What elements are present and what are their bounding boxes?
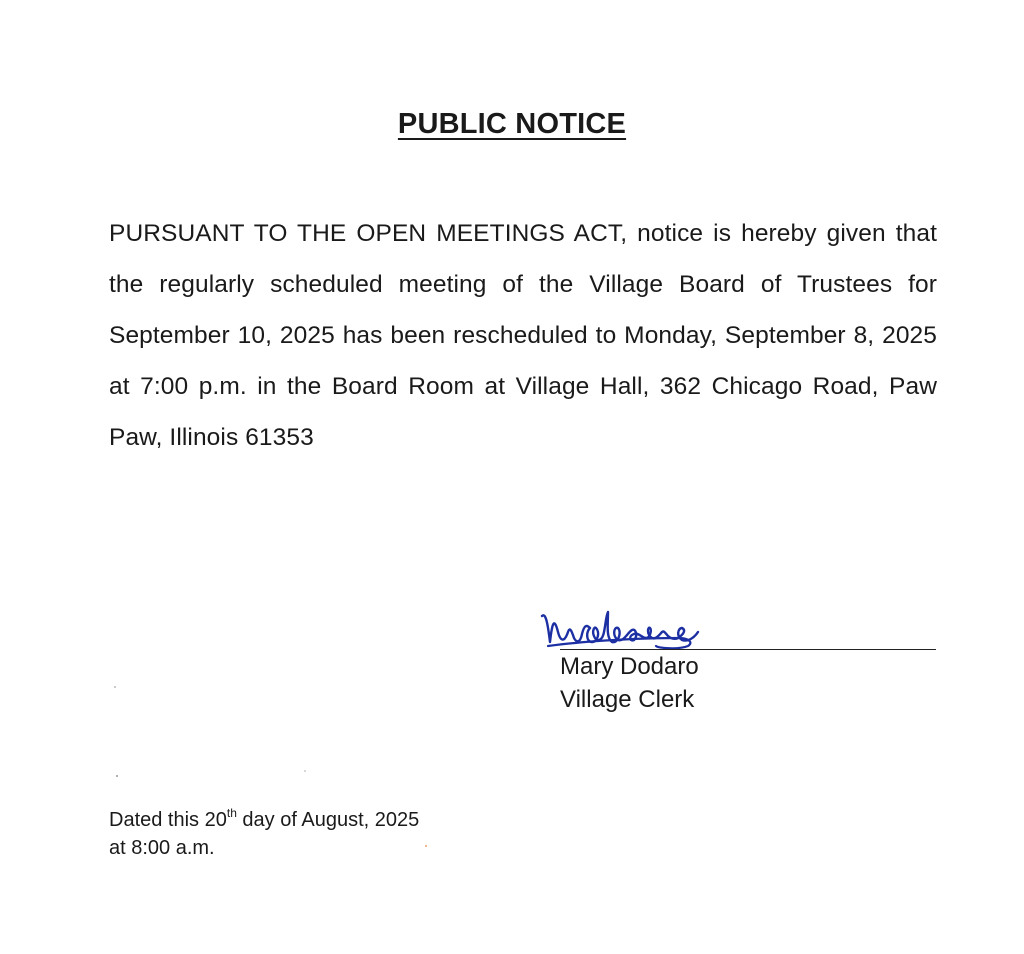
dated-date: day of August, 2025: [236, 809, 420, 831]
dated-line: [109, 806, 419, 862]
dated-prefix: Dated this 20: [109, 809, 227, 831]
dated-ordinal-suffix: th: [226, 806, 237, 820]
scan-speck: [304, 770, 306, 772]
signer-name: Mary Dodaro: [560, 653, 699, 680]
scan-speck: [425, 845, 427, 847]
dated-time: at 8:00 a.m.: [109, 837, 215, 859]
notice-lead: PURSUANT TO THE OPEN MEETINGS ACT,: [109, 220, 628, 247]
scan-speck: [116, 775, 118, 777]
signer-title: Village Clerk: [560, 686, 695, 713]
scan-speck: [114, 686, 116, 688]
handwritten-signature: [538, 602, 748, 660]
page-title: PUBLIC NOTICE: [397, 108, 627, 140]
signature-line: [560, 649, 936, 650]
signature-block: [538, 598, 938, 728]
notice-body: [109, 208, 937, 463]
notice-text: notice is hereby given that the regularly scheduled meeting of the Village Board of Trustees for September 10, 2025 has been rescheduled to Monday, September 8, 2025 at 7:00 p.m. in the Board Room at Village Hall, 362 Chicago Road, Paw Paw, Illinois 61353: [109, 220, 937, 451]
